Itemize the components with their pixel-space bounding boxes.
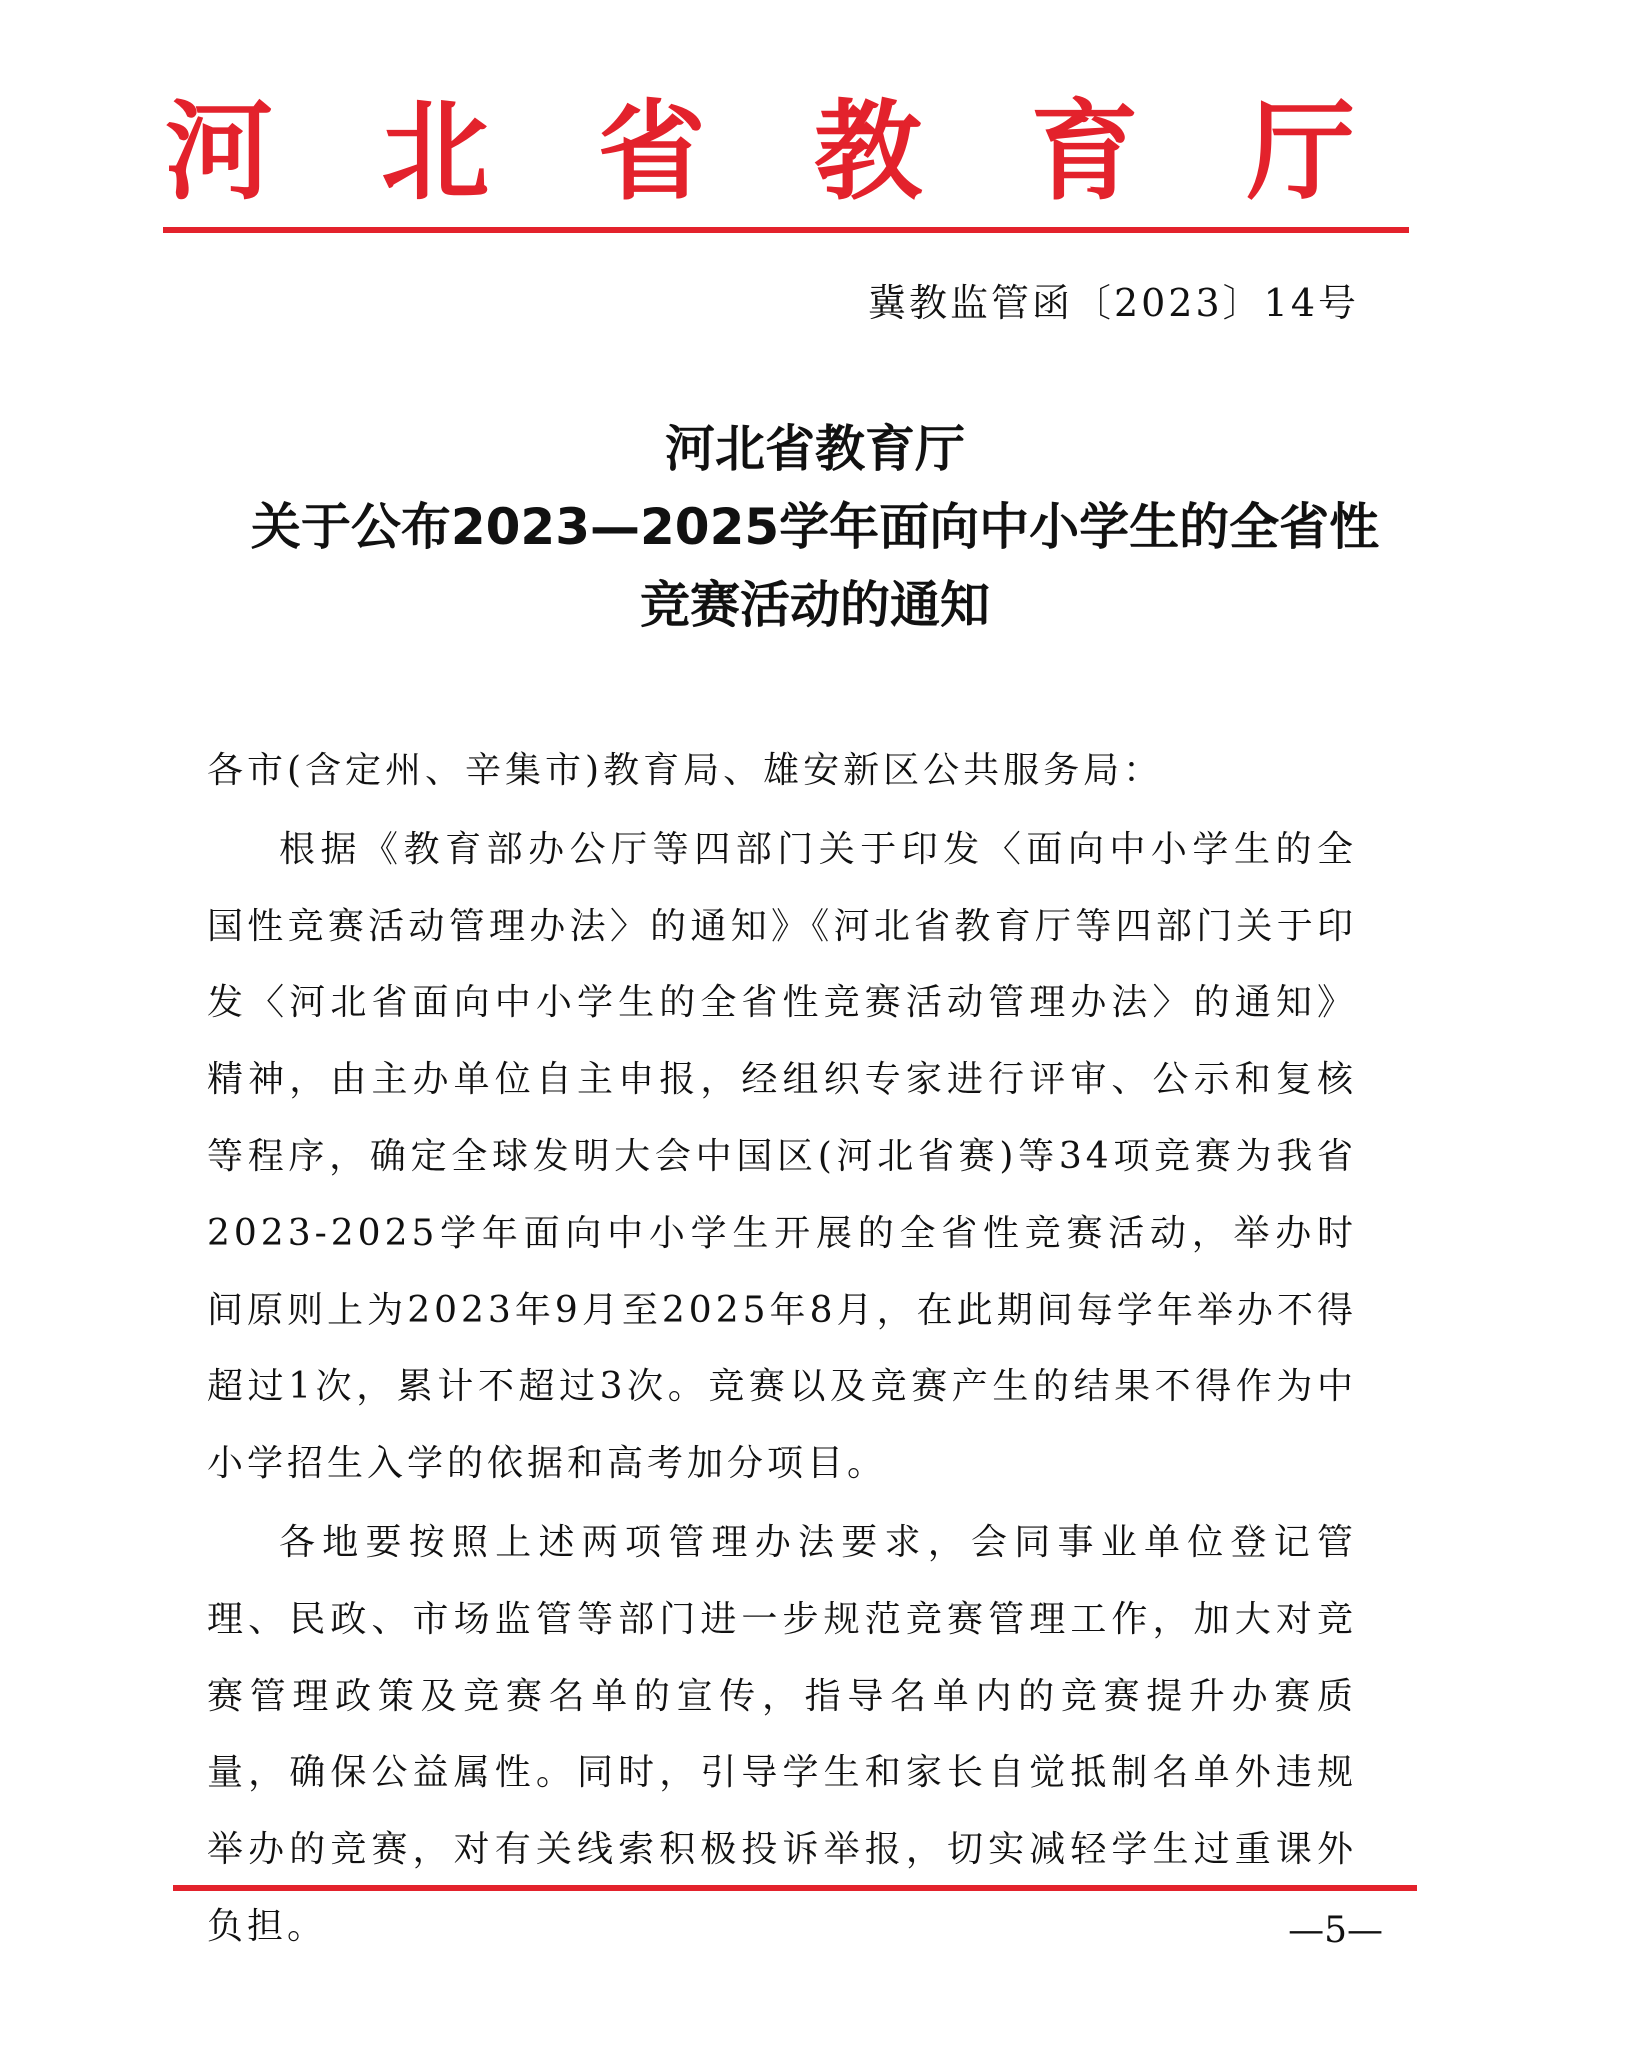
body-paragraph-1: 根据《教育部办公厅等四部门关于印发〈面向中小学生的全国性竞赛活动管理办法〉的通知》《河北省教育厅等四部门关于印发〈河北省面向中小学生的全省性竞赛活动管理办法〉的通知》精神，由主办单位自主申报，经组织专家进行评审、公示和复核等程序，确定全球发明大会中国区(河北省赛)等34项竞赛为我省2023-2025学年面向中小学生开展的全省性竞赛活动，举办时间原则上为2023年9月至2025年8月，在此期间每学年举办不得超过1次，累计不超过3次。竞赛以及竞赛产生的结果不得作为中小学招生入学的依据和高考加分项目。	[207, 828, 1357, 1485]
letterhead-char: 育	[1030, 90, 1139, 215]
document-body	[207, 733, 1357, 1966]
title-line-3: 竞赛活动的通知	[640, 576, 990, 634]
document-title	[150, 410, 1480, 644]
letterhead-red-rule	[163, 227, 1409, 233]
title-line-2: 关于公布2023—2025学年面向中小学生的全省性	[250, 498, 1380, 556]
letterhead-char: 河	[165, 90, 274, 215]
body-paragraph-2: 各地要按照上述两项管理办法要求，会同事业单位登记管理、民政、市场监管等部门进一步规范竞赛管理工作，加大对竞赛管理政策及竞赛名单的宣传，指导名单内的竞赛提升办赛质量，确保公益属性。同时，引导学生和家长自觉抵制名单外违规举办的竞赛，对有关线索积极投诉举报，切实减轻学生过重课外负担。	[207, 1521, 1357, 1947]
title-line-1: 河北省教育厅	[665, 420, 965, 478]
letterhead	[165, 88, 1355, 218]
letterhead-char: 教	[814, 90, 923, 215]
page-number: —5—	[1288, 1910, 1383, 1951]
footer-red-rule	[173, 1885, 1417, 1891]
salutation: 各市(含定州、辛集市)教育局、雄安新区公共服务局：	[207, 750, 1164, 791]
letterhead-char: 厅	[1246, 90, 1355, 215]
letterhead-char: 省	[597, 90, 706, 215]
letterhead-char: 北	[381, 90, 490, 215]
document-number: 冀教监管函〔2023〕14号	[867, 281, 1359, 325]
